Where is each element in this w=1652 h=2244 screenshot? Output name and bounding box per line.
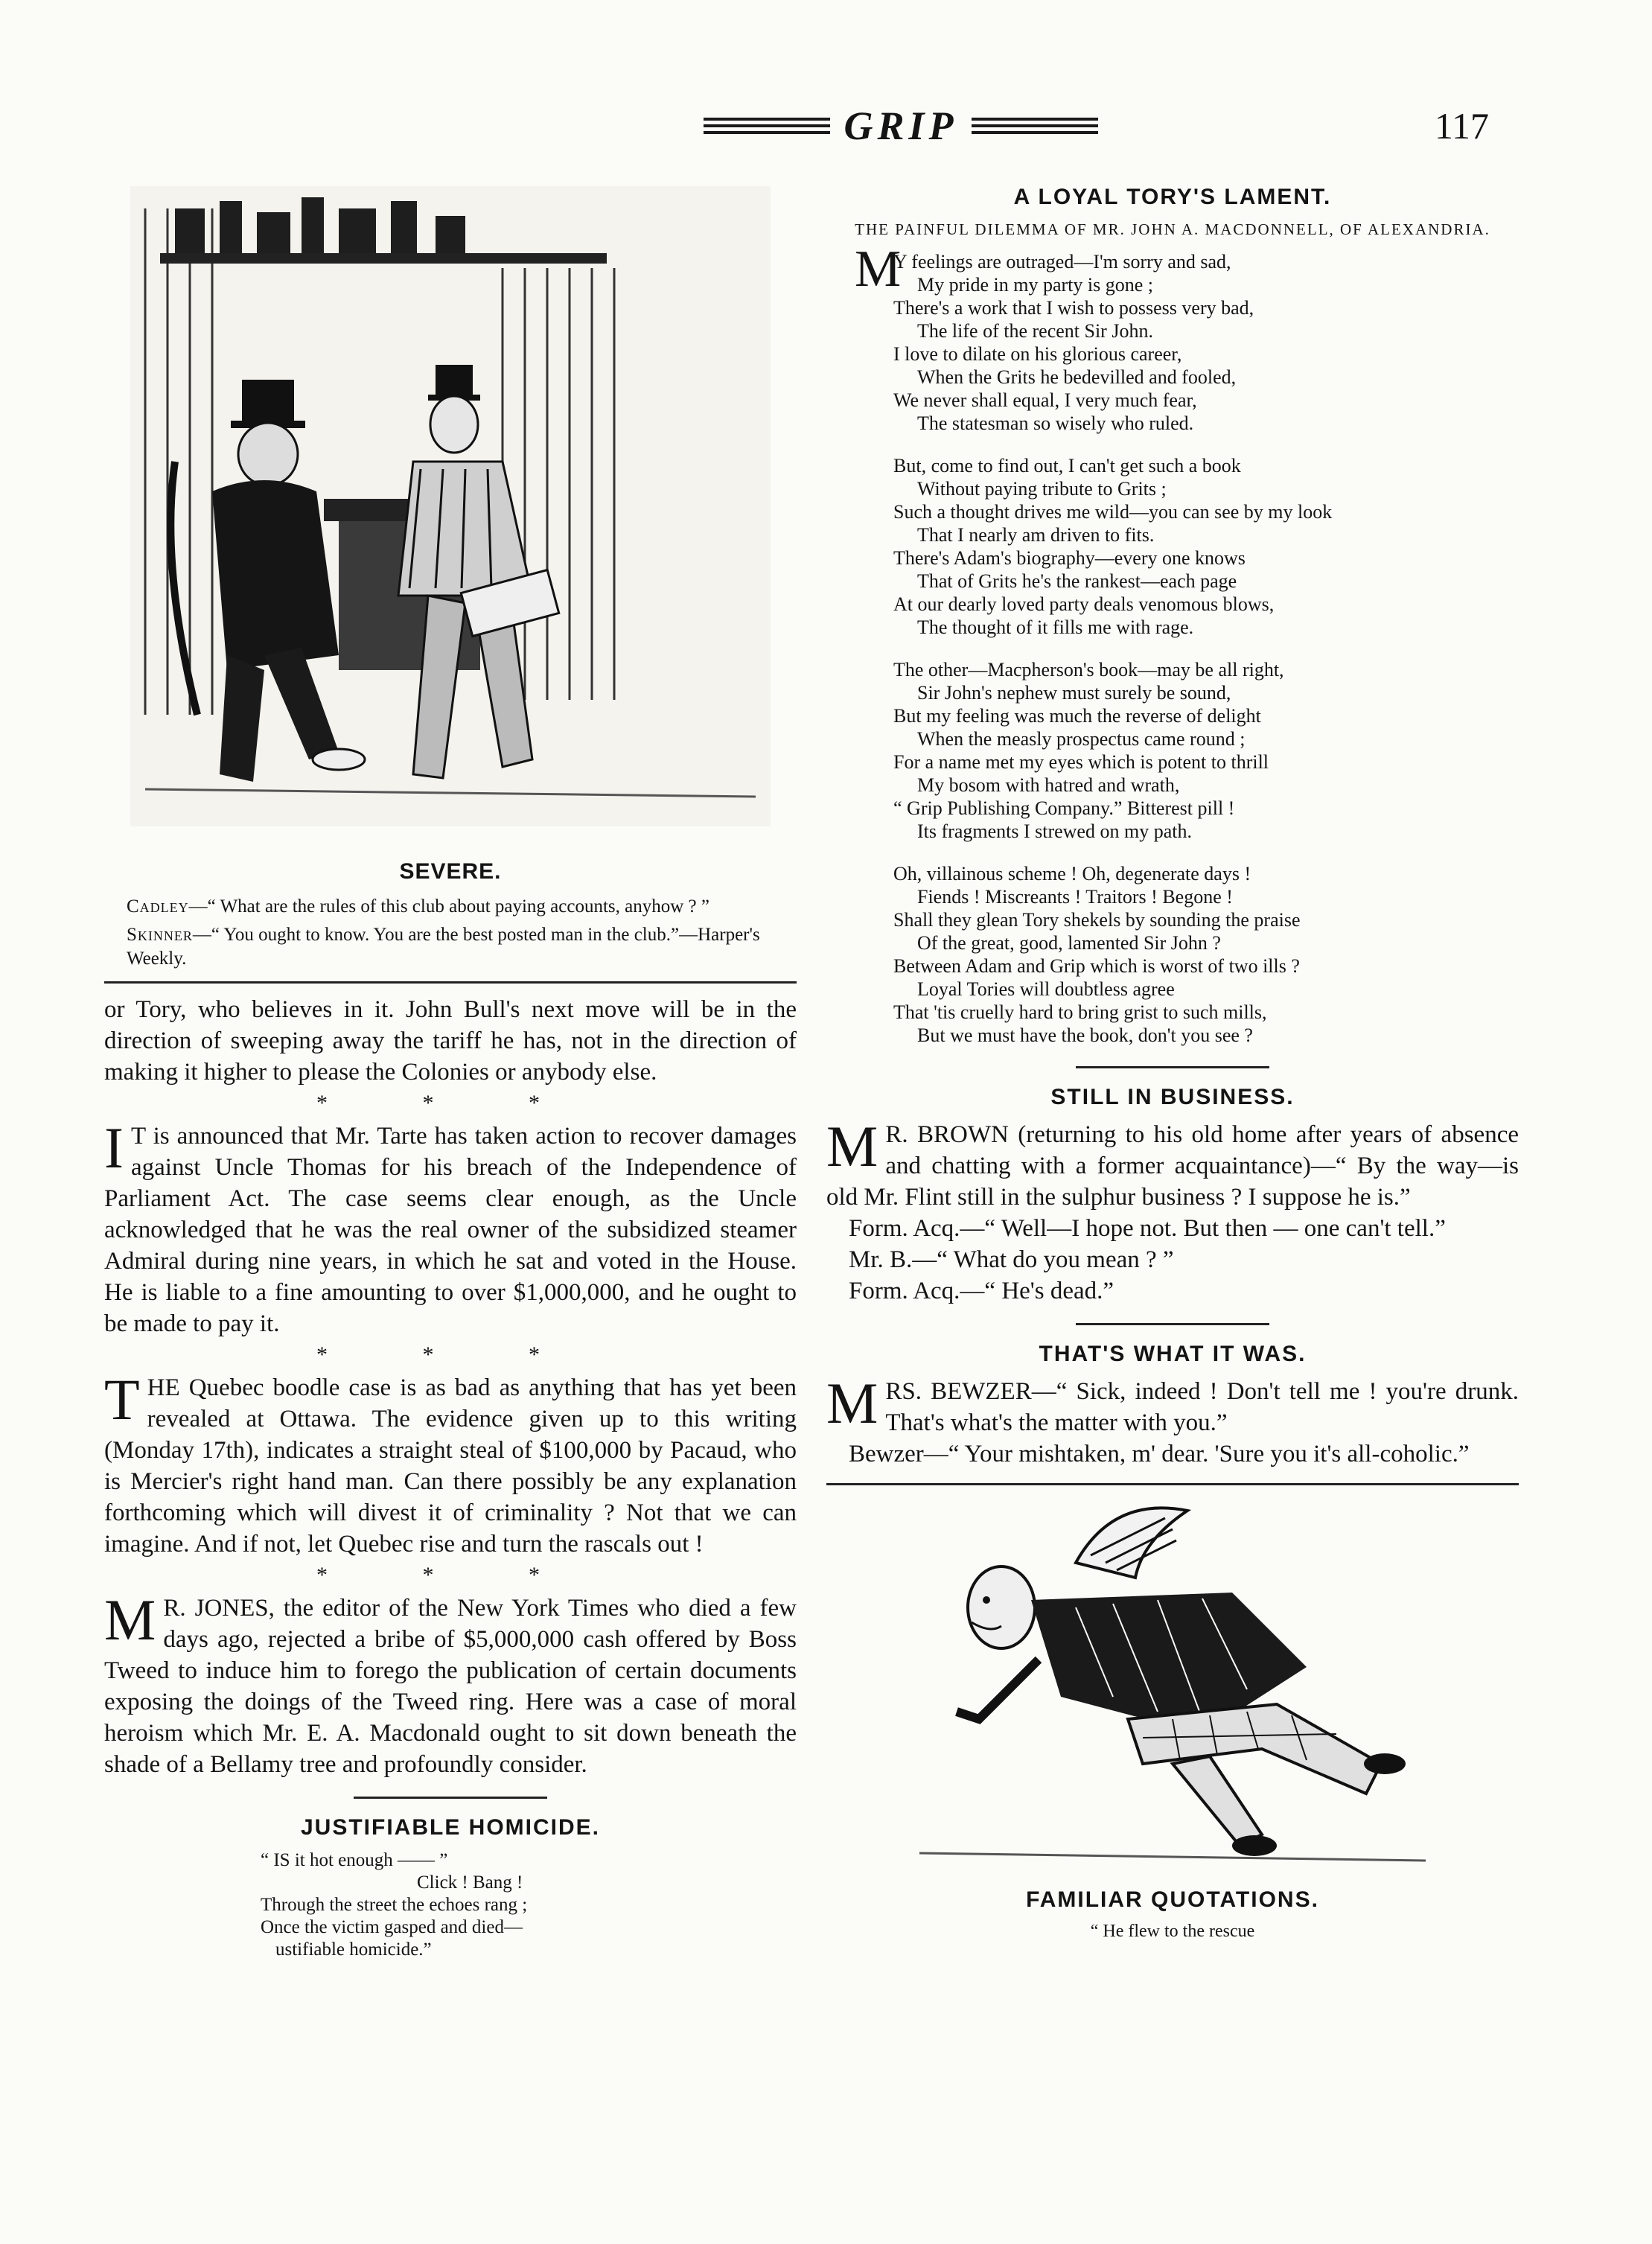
poem-line: Once the victim gasped and died— (261, 1917, 523, 1937)
flying-man-illustration (890, 1496, 1455, 1883)
poem-line: We never shall equal, I very much fear, (893, 389, 1197, 411)
paragraph-quebec (104, 1367, 797, 1560)
poem-line: But my feeling was much the reverse of delight (893, 705, 1261, 727)
poem-line: ustifiable homicide.” (275, 1939, 432, 1960)
drop-cap: M (104, 1587, 156, 1652)
cartoon2-caption: “ He flew to the rescue (1090, 1922, 1255, 1941)
what-title: THAT'S WHAT IT WAS. (1039, 1342, 1307, 1366)
paragraph-tarte (104, 1115, 797, 1339)
section-stars: * * * (316, 1563, 584, 1587)
poem-line: The other—Macpherson's book—may be all right, (893, 659, 1284, 680)
poem-line: “ Grip Publishing Company.” Bitterest pill ! (893, 797, 1235, 819)
poem-line: Shall they glean Tory shekels by sounding the praise (893, 909, 1301, 931)
paragraph-tory: or Tory, who believes in it. John Bull's next move will be in the direction of sweeping away the tariff he has, not in the direction of making it higher to please the Colonies or anybody else. (104, 996, 797, 1086)
poem-line: Click ! Bang ! (417, 1872, 523, 1893)
poem-line: The thought of it fills me with rage. (917, 616, 1194, 638)
justifiable-poem (261, 1849, 797, 1961)
drop-cap: M (826, 1114, 878, 1179)
dialogue-line-skinner (104, 923, 797, 971)
paragraph-text: T is announced that Mr. Tarte has taken action to recover damages against Uncle Thomas for his breach of the Independence of Parliament Act. The case seems clear enough, as the Uncle acknowledged that he was the real owner of the subsidized steamer Admiral during nine years, in which he sat and voted in the House. He is liable to a fine amounting to over $1,000,000, and he ought to be made to pay it. (104, 1123, 797, 1337)
poem-line: The statesman so wisely who ruled. (917, 412, 1194, 434)
poem-line: That 'tis cruelly hard to bring grist to such mills, (893, 1001, 1267, 1023)
poem-line: At our dearly loved party deals venomous blows, (893, 593, 1275, 615)
poem-line: Oh, villainous scheme ! Oh, degenerate days ! (893, 863, 1251, 884)
poem-line: My pride in my party is gone ; (917, 274, 1154, 296)
page-header (134, 97, 1534, 156)
dialogue-text: —“ What are the rules of this club about paying accounts, anyhow ? ” (188, 896, 709, 917)
club-cartoon-illustration (115, 179, 785, 849)
speaker-name: Cadley (127, 896, 189, 917)
poem-line: There's Adam's biography—every one knows (893, 547, 1246, 569)
dialogue-line-cadley (104, 895, 797, 919)
poem-subtitle: THE PAINFUL DILEMMA OF MR. JOHN A. MACDONNELL, OF ALEXANDRIA. (855, 220, 1490, 238)
business-line: Mr. B.—“ What do you mean ? ” (849, 1246, 1174, 1273)
paragraph-text: R. JONES, the editor of the New York Times who died a few days ago, rejected a bribe of $5,000,000 cash offered by Boss Tweed to induce him to forego the publication of certain documents exposing the doings of the Tweed ring. Here was a case of moral heroism which Mr. E. A. Macdonald ought to sit down beneath the shade of a Bellamy tree and profoundly consider. (104, 1595, 797, 1778)
poem-line: That of Grits he's the rankest—each page (917, 570, 1237, 592)
poem-line: There's a work that I wish to possess very bad, (893, 297, 1254, 319)
drop-cap: I (104, 1115, 124, 1180)
section-divider (354, 1797, 547, 1799)
poem-line: The life of the recent Sir John. (917, 320, 1153, 342)
poem-line: That I nearly am driven to fits. (917, 524, 1155, 546)
poem-stanza-2 (893, 454, 1519, 639)
section-divider (826, 1483, 1519, 1485)
business-line: Form. Acq.—“ He's dead.” (849, 1278, 1114, 1304)
poem-line: For a name met my eyes which is potent to thrill (893, 751, 1269, 773)
masthead (596, 100, 1206, 152)
poem-line: My bosom with hatred and wrath, (917, 774, 1180, 796)
page-number: 117 (1434, 105, 1489, 147)
poem-line: Its fragments I strewed on my path. (917, 820, 1192, 842)
paragraph-text: HE Quebec boodle case is as bad as anything that has yet been revealed at Ottawa. The evidence given up to this writing (Monday 17th), indicates a straight steal of $100,000 by Pacaud, who is Mercier's right hand man. Can there possibly be any explanation forthcoming which will divest it of criminality ? Not that we can imagine. And if not, let Quebec rise and turn the rascals out ! (104, 1374, 797, 1558)
business-line: Form. Acq.—“ Well—I hope not. But then — one can't tell.” (849, 1215, 1446, 1242)
masthead-rule-left (704, 118, 830, 134)
paragraph-text: R. BROWN (returning to his old home after years of absence and chatting with a former acquaintance)—“ By the way—is old Mr. Flint still in the sulphur business ? I suppose he is.” (826, 1121, 1519, 1211)
poem-stanza-4 (893, 862, 1519, 1047)
poem-line: Such a thought drives me wild—you can see by my look (893, 501, 1333, 523)
what-reply: Bewzer—“ Your mishtaken, m' dear. 'Sure you it's all-coholic.” (849, 1441, 1470, 1467)
paragraph-text: RS. BEWZER—“ Sick, indeed ! Don't tell me ! you're drunk. That's what's the matter with you.” (885, 1378, 1519, 1436)
dialogue-text: —“ You ought to know. You are the best posted man in the club.”—Harper's Weekly. (127, 925, 760, 969)
poem-line: Of the great, good, lamented Sir John ? (917, 932, 1221, 954)
masthead-title: GRIP (843, 103, 958, 148)
poem-line: Loyal Tories will doubtless agree (917, 978, 1175, 1000)
poem-line: “ IS it hot enough —— ” (261, 1850, 448, 1870)
drop-cap: T (104, 1367, 140, 1432)
masthead-rule-right (972, 118, 1098, 134)
poem-line: Fiends ! Miscreants ! Traitors ! Begone ! (917, 886, 1233, 908)
poem-line: Y feelings are outraged—I'm sorry and sad, (893, 251, 1231, 272)
speaker-name: Skinner (127, 925, 193, 945)
drop-cap: M (826, 1371, 878, 1435)
poem-line: When the Grits he bedevilled and fooled, (917, 366, 1237, 388)
poem-line: Without paying tribute to Grits ; (917, 478, 1167, 500)
what-lead (826, 1371, 1519, 1438)
justifiable-title: JUSTIFIABLE HOMICIDE. (300, 1815, 600, 1840)
poem-line: When the measly prospectus came round ; (917, 728, 1246, 750)
section-divider (104, 981, 797, 984)
poem-line: Between Adam and Grip which is worst of two ills ? (893, 955, 1300, 977)
left-column (104, 179, 797, 1961)
poem-title: A LOYAL TORY'S LAMENT. (1013, 185, 1332, 209)
paragraph-jones (104, 1587, 797, 1780)
poem-line: Through the street the echoes rang ; (261, 1895, 528, 1915)
poem-line: But, come to find out, I can't get such a book (893, 455, 1241, 476)
poem-line: Sir John's nephew must surely be sound, (917, 682, 1231, 704)
business-lead (826, 1114, 1519, 1213)
poem-stanza-1 (855, 240, 1519, 435)
section-divider (1076, 1066, 1269, 1068)
right-column (826, 179, 1519, 1942)
section-stars: * * * (316, 1342, 584, 1367)
section-divider (1076, 1323, 1269, 1325)
section-stars: * * * (316, 1091, 584, 1115)
business-title: STILL IN BUSINESS. (1050, 1085, 1295, 1109)
cartoon-title: SEVERE. (399, 859, 502, 884)
poem-stanza-3 (893, 658, 1519, 843)
poem-line: I love to dilate on his glorious career, (893, 343, 1182, 365)
cartoon2-title: FAMILIAR QUOTATIONS. (1026, 1887, 1319, 1912)
poem-line: But we must have the book, don't you see ? (917, 1024, 1253, 1046)
drop-cap: M (855, 240, 902, 298)
